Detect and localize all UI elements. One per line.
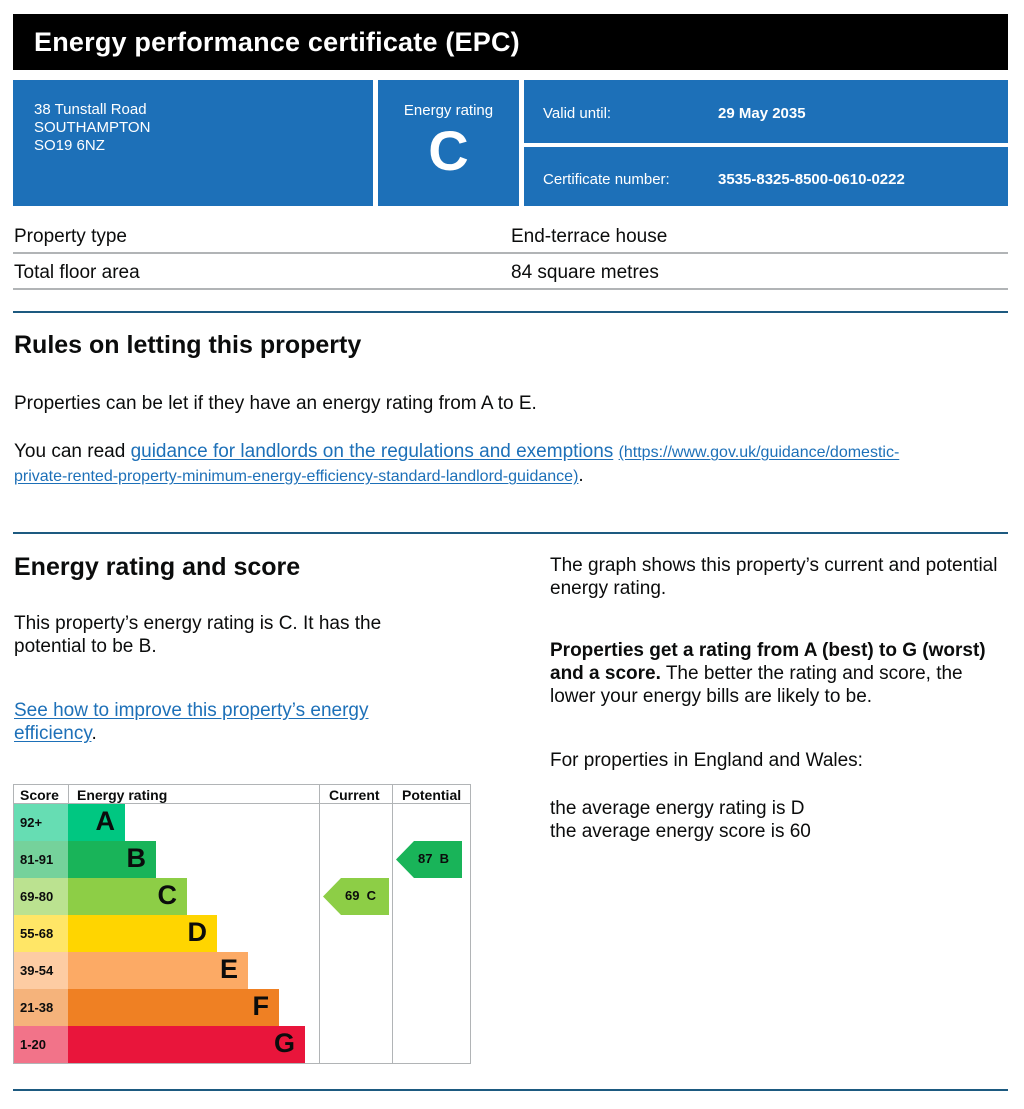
rating-band-c [68,878,187,915]
letting-guidance-paragraph [14,440,1004,488]
improve-efficiency-link[interactable]: See how to improve this property’s energy efficiency [14,700,369,744]
current-rating-label: 69 C [345,888,377,903]
improve-paragraph [14,699,404,745]
score-range-f: 21-38 [14,989,68,1026]
section-divider [13,1089,1008,1091]
certificate-number-value: 3535-8325-8500-0610-0222 [718,171,905,188]
score-range-e: 39-54 [14,952,68,989]
letting-paragraph: Properties can be let if they have an energy rating from A to E. [14,393,537,414]
page-title: Energy performance certificate (EPC) [34,27,520,57]
valid-until-label: Valid until: [543,105,612,122]
valid-until-panel [524,80,1008,143]
england-wales-label: For properties in England and Wales: [550,750,863,771]
floor-area-value: 84 square metres [511,262,659,283]
rating-band-letter: G [273,1028,295,1058]
rating-score-heading: Energy rating and score [14,553,301,581]
rating-band-letter: D [187,917,207,947]
chart-header-current: Current [329,787,380,803]
title-bar [13,14,1008,70]
rating-summary: This property’s energy rating is C. It has the potential to be B. [14,613,382,657]
score-range-b: 81-91 [14,841,68,878]
address-line-3: SO19 6NZ [34,137,105,154]
potential-rating-arrow [396,841,462,878]
guidance-url-part-2[interactable]: private-rented-property-minimum-energy-efficiency-standard-landlord-guidance) [14,468,579,485]
energy-rating-panel [378,80,519,206]
score-range-g: 1-20 [14,1026,68,1063]
rating-band-b [68,841,156,878]
floor-area-row [13,254,1008,290]
guidance-url-part-1[interactable]: (https://www.gov.uk/guidance/domestic- [618,444,900,461]
certificate-number-panel [524,147,1008,206]
property-type-value: End-terrace house [511,226,668,247]
score-range-d: 55-68 [14,915,68,952]
chart-header-score: Score [20,787,59,803]
improve-suffix: . [91,723,97,744]
rating-band-a [68,804,125,841]
rating-band-g [68,1026,305,1063]
energy-rating-label: Energy rating [403,102,494,119]
guidance-prefix: You can read [14,441,131,462]
graph-description: The graph shows this property’s current and potential energy rating. [550,555,998,599]
energy-rating-value: C [428,119,469,182]
energy-rating-chart [13,784,471,1064]
address-line-1: 38 Tunstall Road [34,101,147,118]
score-range-a: 92+ [14,804,68,841]
rating-explanation-bold: Properties get a rating from A (best) to G (worst) and a score. [550,640,986,684]
guidance-suffix: . [578,465,584,486]
rating-band-f [68,989,279,1026]
chart-column-divider [319,785,320,1063]
average-rating: the average energy rating is D [550,798,805,819]
letting-heading: Rules on letting this property [14,331,362,359]
score-range-c: 69-80 [14,878,68,915]
rating-band-e [68,952,248,989]
valid-until-value: 29 May 2035 [718,105,806,122]
property-type-row [13,218,1008,254]
address-panel [13,80,373,206]
chart-column-divider [392,785,393,1063]
average-score: the average energy score is 60 [550,821,811,842]
rating-band-letter: F [252,991,269,1021]
chart-header-potential: Potential [402,787,462,803]
address-line-2: SOUTHAMPTON [34,119,151,136]
rating-band-letter: E [219,954,238,984]
section-divider [13,311,1008,313]
landlord-guidance-link[interactable]: guidance for landlords on the regulations and exemptions [130,441,614,462]
floor-area-label: Total floor area [14,262,140,283]
chart-header-rating: Energy rating [77,787,168,803]
rating-explanation-rest: The better the rating and score, the lower your energy bills are likely to be. [550,663,963,707]
section-divider [13,532,1008,534]
property-type-label: Property type [14,226,127,247]
rating-band-letter: A [95,806,115,836]
potential-rating-label: 87 B [418,851,450,866]
rating-explanation [550,639,1010,708]
rating-band-letter: C [157,880,177,910]
rating-band-letter: B [126,843,146,873]
rating-band-d [68,915,217,952]
certificate-number-label: Certificate number: [543,171,670,188]
current-rating-arrow [323,878,389,915]
